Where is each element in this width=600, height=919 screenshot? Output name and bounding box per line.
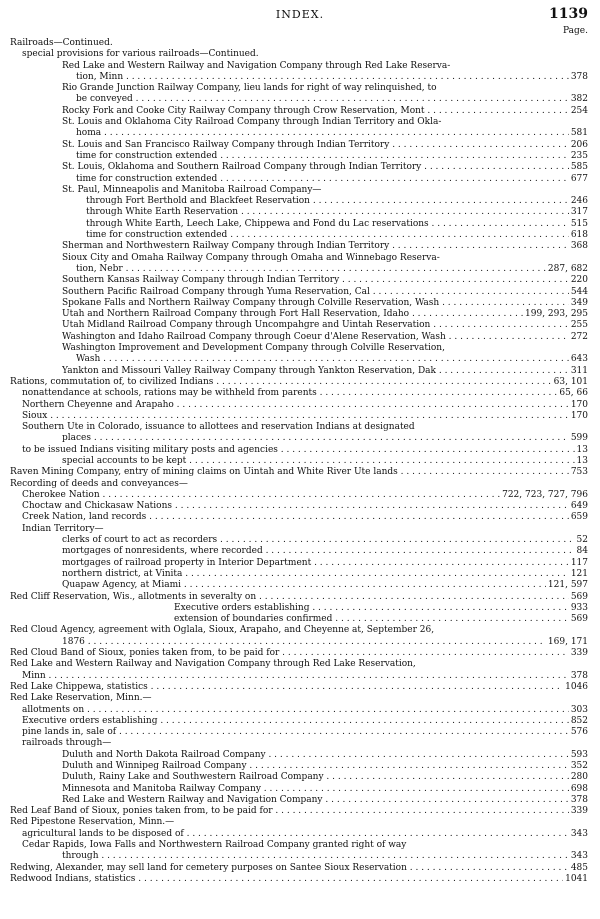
index-entry xyxy=(0,693,600,704)
entry-page-ref: 311 xyxy=(570,365,588,376)
entry-text: Yankton and Missouri Valley Railway Company through Yankton Reservation, Dak . . . xyxy=(62,366,586,377)
entry-page-ref: 569 xyxy=(570,591,588,602)
entry-text: St. Louis and Oklahoma City Railroad Company through Indian Territory and Okla- xyxy=(62,117,442,128)
entry-page-ref: 121 xyxy=(570,568,588,579)
entry-page-ref: 643 xyxy=(570,354,588,365)
entry-text: homa . . . xyxy=(76,128,586,139)
entry-text: extension of boundaries confirmed . . . xyxy=(174,614,586,625)
entry-text: Spokane Falls and Northern Railway Company through Colville Reservation, Wash . . . xyxy=(62,298,586,309)
entry-page-ref: 1041 xyxy=(565,873,588,884)
entry-page-ref: 169, 171 xyxy=(547,636,588,647)
entry-text: Red Lake Chippewa, statistics . . . xyxy=(10,682,586,693)
entry-page-ref: 581 xyxy=(570,128,588,139)
index-entry xyxy=(0,422,600,433)
entry-page-ref: 382 xyxy=(570,94,588,105)
entry-text: through White Earth, Leech Lake, Chippewa and Fond du Lac reservations . . . xyxy=(86,219,586,230)
entry-text: Wash . . . xyxy=(76,354,586,365)
index-entry xyxy=(0,592,600,603)
entry-text: Redwing, Alexander, may sell land for cemetery purposes on Santee Sioux Reservation . . . xyxy=(10,863,586,874)
entry-text: Choctaw and Chickasaw Nations . . . xyxy=(22,501,586,512)
index-entry xyxy=(0,851,600,862)
index-entry xyxy=(0,343,600,354)
entry-text: Raven Mining Company, entry of mining claims on Uintah and White River Ute lands . . . xyxy=(10,467,586,478)
index-entry xyxy=(0,829,600,840)
index-entry xyxy=(0,162,600,173)
entry-page-ref: 343 xyxy=(570,828,588,839)
index-entry xyxy=(0,377,600,388)
entry-page-ref: 593 xyxy=(570,749,588,760)
index-entry xyxy=(0,253,600,264)
entry-page-ref: 544 xyxy=(570,286,588,297)
entry-text: Red Leaf Band of Sioux, ponies taken from, to be paid for . . . xyxy=(10,806,586,817)
entry-text: tion, Nebr . . . xyxy=(76,264,586,275)
index-entry xyxy=(0,682,600,693)
page-column-label-row xyxy=(0,26,600,37)
index-entry xyxy=(0,569,600,580)
index-entry xyxy=(0,400,600,411)
entry-text: Red Cloud Agency, agreement with Oglala, Sioux, Arapaho, and Cheyenne at, September 26, xyxy=(10,625,435,636)
index-entry xyxy=(0,72,600,83)
entry-page-ref: 649 xyxy=(570,501,588,512)
entry-text: Utah and Northern Railroad Company through Fort Hall Reservation, Idaho . . . xyxy=(62,309,586,320)
index-entry xyxy=(0,275,600,286)
entry-text: Northern Cheyenne and Arapaho . . . xyxy=(22,400,586,411)
index-entry xyxy=(0,512,600,523)
index-entry xyxy=(0,671,600,682)
entry-text: Sioux . . . xyxy=(22,411,586,422)
entry-text: Red Cliff Reservation, Wis., allotments in severalty on . . . xyxy=(10,592,586,603)
entry-text: be conveyed . . . xyxy=(76,94,586,105)
entry-text: Executive orders establishing . . . xyxy=(174,603,586,614)
index-entry xyxy=(0,230,600,241)
entry-page-ref: 722, 723, 727, 796 xyxy=(502,489,588,500)
entry-text: Recording of deeds and conveyances— xyxy=(10,478,188,489)
entry-text: Southern Kansas Railway Company through Indian Territory . . . xyxy=(62,275,586,286)
entry-text: Duluth and North Dakota Railroad Company . . . xyxy=(62,750,586,761)
index-entry xyxy=(0,501,600,512)
entry-text: Sioux City and Omaha Railway Company through Omaha and Winnebago Reserva- xyxy=(62,252,440,263)
entry-text: Executive orders establishing . . . xyxy=(22,716,586,727)
index-entry xyxy=(0,151,600,162)
entry-text: nonattendance at schools, rations may be withheld from parents . . . xyxy=(22,388,586,399)
index-entry xyxy=(0,603,600,614)
index-entry xyxy=(0,761,600,772)
index-entry xyxy=(0,49,600,60)
entry-text: Red Lake and Western Railway and Navigation Company through Red Lake Reservation, xyxy=(10,659,416,670)
index-entry xyxy=(0,94,600,105)
entry-text: mortgages of railroad property in Interior Department . . . xyxy=(62,558,586,569)
index-entry xyxy=(0,479,600,490)
entry-page-ref: 343 xyxy=(570,851,588,862)
page-column-label: Page. xyxy=(563,26,588,36)
entry-page-ref: 677 xyxy=(570,173,588,184)
entry-text: railroads through— xyxy=(22,738,112,749)
index-entry xyxy=(0,490,600,501)
entry-text: time for construction extended . . . xyxy=(76,174,586,185)
entry-text: time for construction extended . . . xyxy=(86,230,586,241)
entry-text: Duluth and Winnipeg Railroad Company . . . xyxy=(62,761,586,772)
entry-page-ref: 339 xyxy=(570,806,588,817)
index-entry xyxy=(0,874,600,885)
index-entry xyxy=(0,196,600,207)
entry-page-ref: 317 xyxy=(570,207,588,218)
index-entry xyxy=(0,445,600,456)
index-entry xyxy=(0,795,600,806)
entry-page-ref: 280 xyxy=(570,772,588,783)
index-entry xyxy=(0,83,600,94)
index-entry xyxy=(0,61,600,72)
entry-text: Creek Nation, land records . . . xyxy=(22,512,586,523)
entry-text: Washington and Idaho Railroad Company through Coeur d'Alene Reservation, Wash . . . xyxy=(62,332,586,343)
index-entry xyxy=(0,840,600,851)
index-entry xyxy=(0,772,600,783)
entry-page-ref: 206 xyxy=(570,139,588,150)
entry-text: St. Louis, Oklahoma and Southern Railroad Company through Indian Territory . . . xyxy=(62,162,586,173)
entry-text: special accounts to be kept . . . xyxy=(62,456,586,467)
entry-text: special provisions for various railroads—Continued. xyxy=(22,49,259,60)
index-entry xyxy=(0,784,600,795)
index-entry xyxy=(0,140,600,151)
entry-page-ref: 378 xyxy=(570,71,588,82)
entry-text: clerks of court to act as recorders . . . xyxy=(62,535,586,546)
index-entry xyxy=(0,558,600,569)
entry-page-ref: 659 xyxy=(570,512,588,523)
entry-text: Rations, commutation of, to civilized Indians . . . xyxy=(10,377,586,388)
index-entry xyxy=(0,456,600,467)
entry-text: through Fort Berthold and Blackfeet Reservation . . . xyxy=(86,196,586,207)
entry-text: Utah Midland Railroad Company through Uncompahgre and Uintah Reservation . . . xyxy=(62,320,586,331)
entry-page-ref: 378 xyxy=(570,794,588,805)
index-entry xyxy=(0,309,600,320)
entry-page-ref: 368 xyxy=(570,241,588,252)
entry-page-ref: 515 xyxy=(570,218,588,229)
index-entry xyxy=(0,320,600,331)
entry-text: Southern Ute in Colorado, issuance to allottees and reservation Indians at designated xyxy=(22,422,415,433)
entry-page-ref: 698 xyxy=(570,783,588,794)
entry-text: to be issued Indians visiting military posts and agencies . . . xyxy=(22,445,586,456)
index-entry xyxy=(0,716,600,727)
entry-text: time for construction extended . . . xyxy=(76,151,586,162)
entry-page-ref: 13 xyxy=(576,444,588,455)
entry-page-ref: 254 xyxy=(570,105,588,116)
entry-page-ref: 52 xyxy=(576,535,588,546)
entry-page-ref: 1046 xyxy=(565,681,588,692)
entry-page-ref: 852 xyxy=(570,715,588,726)
entry-page-ref: 378 xyxy=(570,670,588,681)
entry-page-ref: 13 xyxy=(576,455,588,466)
index-entry xyxy=(0,174,600,185)
index-entry xyxy=(0,580,600,591)
entry-page-ref: 117 xyxy=(570,557,588,568)
entry-page-ref: 199, 293, 295 xyxy=(525,309,588,320)
index-entry xyxy=(0,750,600,761)
index-entry xyxy=(0,625,600,636)
entry-text: Washington Improvement and Development Company through Colville Reservation, xyxy=(62,343,445,354)
index-entry xyxy=(0,287,600,298)
index-entry xyxy=(0,535,600,546)
entry-text: 1876 . . . xyxy=(62,637,586,648)
index-entry xyxy=(0,185,600,196)
index-entry xyxy=(0,354,600,365)
entry-text: through . . . xyxy=(62,851,586,862)
entry-text: allotments on . . . xyxy=(22,705,586,716)
index-entry xyxy=(0,738,600,749)
entry-page-ref: 255 xyxy=(570,320,588,331)
entry-page-ref: 303 xyxy=(570,704,588,715)
entry-page-ref: 753 xyxy=(570,467,588,478)
index-entry xyxy=(0,467,600,478)
entry-text: Red Cloud Band of Sioux, ponies taken from, to be paid for . . . xyxy=(10,648,586,659)
index-entry xyxy=(0,614,600,625)
entry-text: Minn . . . xyxy=(22,671,586,682)
index-entry xyxy=(0,637,600,648)
entry-page-ref: 576 xyxy=(570,727,588,738)
entry-page-ref: 933 xyxy=(570,602,588,613)
index-entry xyxy=(0,659,600,670)
entry-text: mortgages of nonresidents, where recorded . . . xyxy=(62,546,586,557)
index-entry xyxy=(0,806,600,817)
entry-page-ref: 339 xyxy=(570,648,588,659)
page-number: 1139 xyxy=(549,6,588,22)
entry-page-ref: 618 xyxy=(570,230,588,241)
index-entry xyxy=(0,219,600,230)
index-entry xyxy=(0,117,600,128)
index-entry xyxy=(0,524,600,535)
entry-text: places . . . xyxy=(62,433,586,444)
entry-page-ref: 65, 66 xyxy=(559,388,588,399)
entry-page-ref: 569 xyxy=(570,614,588,625)
entry-page-ref: 63, 101 xyxy=(553,376,588,387)
entry-page-ref: 349 xyxy=(570,297,588,308)
entry-text: St. Paul, Minneapolis and Manitoba Railroad Company— xyxy=(62,184,322,195)
entry-page-ref: 599 xyxy=(570,433,588,444)
index-entry xyxy=(0,106,600,117)
entry-text: agricultural lands to be disposed of . . . xyxy=(22,829,586,840)
index-entries xyxy=(0,38,600,885)
entry-page-ref: 121, 597 xyxy=(547,580,588,591)
entry-page-ref: 84 xyxy=(576,546,588,557)
entry-text: Indian Territory— xyxy=(22,523,104,534)
index-entry xyxy=(0,207,600,218)
entry-page-ref: 352 xyxy=(570,761,588,771)
running-title: INDEX. xyxy=(275,8,325,21)
index-entry xyxy=(0,128,600,139)
entry-text: pine lands in, sale of . . . xyxy=(22,727,586,738)
index-entry xyxy=(0,705,600,716)
entry-page-ref: 585 xyxy=(570,162,588,173)
entry-text: Red Lake and Western Railway and Navigation Company through Red Lake Reserva- xyxy=(62,60,451,71)
entry-page-ref: 272 xyxy=(570,331,588,342)
index-entry xyxy=(0,38,600,49)
entry-text: St. Louis and San Francisco Railway Company through Indian Territory . . . xyxy=(62,140,586,151)
entry-text: Rio Grande Junction Railway Company, lieu lands for right of way relinquished, to xyxy=(62,83,437,94)
entry-text: Duluth, Rainy Lake and Southwestern Railroad Company . . . xyxy=(62,772,586,783)
entry-page-ref: 287, 682 xyxy=(547,263,588,274)
entry-text: Red Lake and Western Railway and Navigation Company . . . xyxy=(62,795,586,806)
entry-text: Cherokee Nation . . . xyxy=(22,490,586,501)
entry-text: tion, Minn . . . xyxy=(76,72,586,83)
index-entry xyxy=(0,366,600,377)
index-entry xyxy=(0,411,600,422)
index-entry xyxy=(0,546,600,557)
entry-page-ref: 235 xyxy=(570,150,588,161)
entry-text: Minnesota and Manitoba Railway Company . . . xyxy=(62,784,586,795)
entry-text: Red Lake Reservation, Minn.— xyxy=(10,693,152,704)
entry-text: through White Earth Reservation . . . xyxy=(86,207,586,218)
entry-page-ref: 246 xyxy=(570,196,588,207)
index-entry xyxy=(0,264,600,275)
entry-text: northern district, at Vinita . . . xyxy=(62,569,586,580)
entry-text: Red Pipestone Reservation, Minn.— xyxy=(10,817,175,828)
entry-page-ref: 485 xyxy=(570,862,588,873)
entry-page-ref: 170 xyxy=(570,410,588,421)
entry-text: Cedar Rapids, Iowa Falls and Northwestern Railroad Company granted right of way xyxy=(22,840,407,851)
index-entry xyxy=(0,817,600,828)
entry-text: Rocky Fork and Cooke City Railway Company through Crow Reservation, Mont . . . xyxy=(62,106,586,117)
index-entry xyxy=(0,433,600,444)
index-entry xyxy=(0,648,600,659)
entry-page-ref: 170 xyxy=(570,399,588,410)
entry-text: Southern Pacific Railroad Company through Yuma Reservation, Cal . . . xyxy=(62,287,586,298)
page-header xyxy=(10,6,590,22)
index-entry xyxy=(0,388,600,399)
entry-text: Railroads—Continued. xyxy=(10,38,113,48)
entry-page-ref: 220 xyxy=(570,275,588,286)
index-entry xyxy=(0,332,600,343)
entry-text: Redwood Indians, statistics . . . xyxy=(10,874,586,885)
index-entry xyxy=(0,727,600,738)
index-entry xyxy=(0,241,600,252)
index-entry xyxy=(0,863,600,874)
index-entry xyxy=(0,298,600,309)
entry-text: Sherman and Northwestern Railway Company through Indian Territory . . . xyxy=(62,241,586,252)
entry-text: Quapaw Agency, at Miami . . . xyxy=(62,580,586,591)
